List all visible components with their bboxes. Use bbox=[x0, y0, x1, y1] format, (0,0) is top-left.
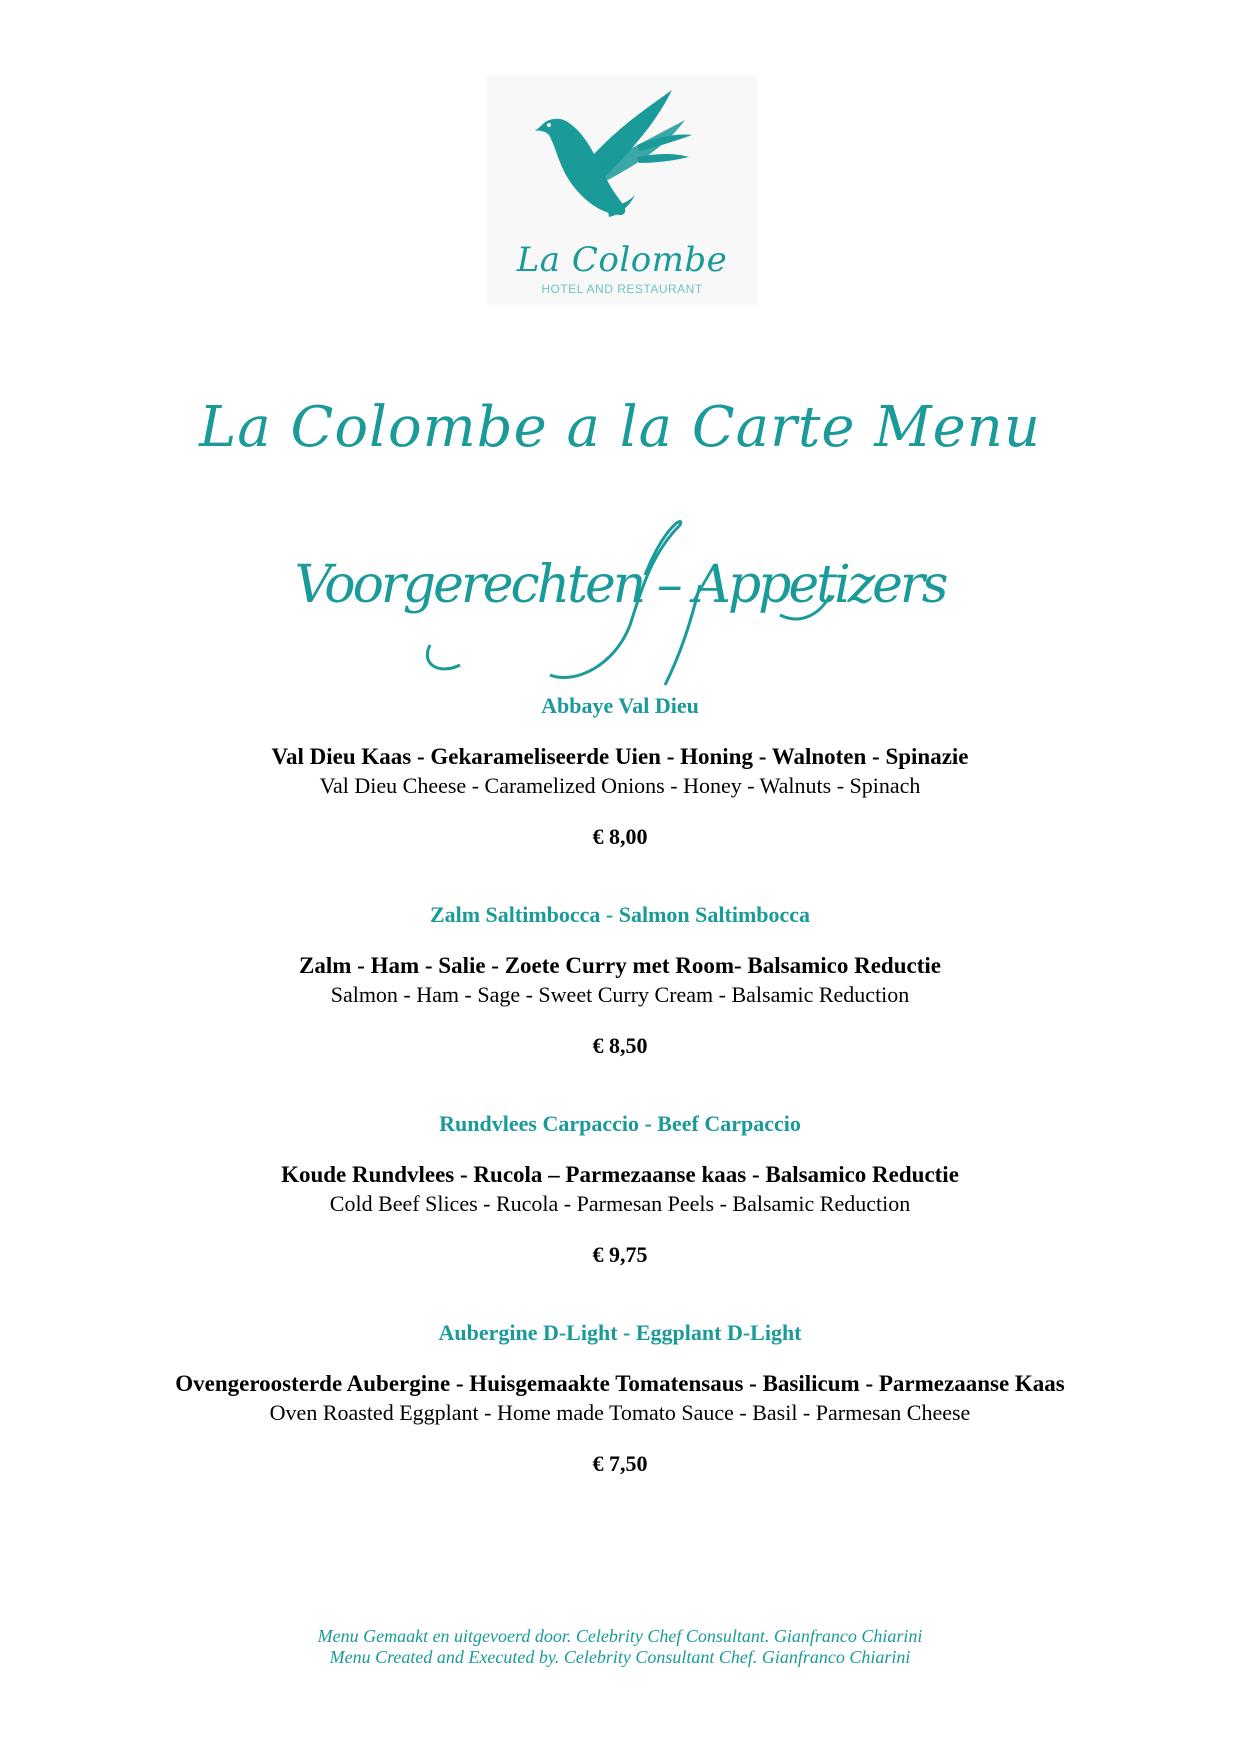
dish-description-en: Salmon - Ham - Sage - Sweet Curry Cream - Balsamic Reduction bbox=[330, 982, 910, 1007]
dish-description-nl: Val Dieu Kaas - Gekarameliseerde Uien - Honing - Walnoten - Spinazie bbox=[271, 744, 969, 769]
footer-line-en: Menu Created and Executed by. Celebrity Consultant Chef. Gianfranco Chiarini bbox=[329, 1647, 911, 1667]
dish-description-en: Oven Roasted Eggplant - Home made Tomato Sauce - Basil - Parmesan Cheese bbox=[269, 1400, 971, 1425]
dish-description-nl: Ovengeroosterde Aubergine - Huisgemaakte Tomatensaus - Basilicum - Parmezaanse Kaas bbox=[175, 1371, 1065, 1396]
menu-item bbox=[0, 693, 1240, 850]
dish-price: € 9,75 bbox=[592, 1242, 648, 1267]
footer-line-nl: Menu Gemaakt en uitgevoerd door. Celebrity Chef Consultant. Gianfranco Chiarini bbox=[317, 1626, 923, 1646]
dish-name: Rundvlees Carpaccio - Beef Carpaccio bbox=[439, 1111, 801, 1136]
menu-item bbox=[0, 902, 1240, 1059]
dish-price: € 8,50 bbox=[592, 1033, 648, 1058]
menu-title: La Colombe a la Carte Menu bbox=[199, 395, 1041, 460]
dish-description-en: Val Dieu Cheese - Caramelized Onions - Honey - Walnuts - Spinach bbox=[319, 773, 921, 798]
dish-description-nl: Koude Rundvlees - Rucola – Parmezaanse kaas - Balsamico Reductie bbox=[281, 1162, 959, 1187]
restaurant-logo bbox=[487, 75, 757, 305]
section-title: Voorgerechten – Appetizers bbox=[294, 555, 946, 615]
dish-description-nl: Zalm - Ham - Salie - Zoete Curry met Room- Balsamico Reductie bbox=[299, 953, 941, 978]
logo-name: La Colombe bbox=[516, 240, 728, 280]
dish-description-en: Cold Beef Slices - Rucola - Parmesan Peels - Balsamic Reduction bbox=[329, 1191, 911, 1216]
dish-name: Aubergine D-Light - Eggplant D-Light bbox=[438, 1320, 802, 1345]
menu-item bbox=[0, 1320, 1240, 1477]
dish-price: € 8,00 bbox=[592, 824, 648, 849]
dish-price: € 7,50 bbox=[592, 1451, 648, 1476]
dove-icon bbox=[487, 75, 757, 245]
dish-name: Abbaye Val Dieu bbox=[541, 693, 699, 718]
menu-item bbox=[0, 1111, 1240, 1268]
logo-subtitle: HOTEL AND RESTAURANT bbox=[541, 282, 703, 296]
dish-name: Zalm Saltimbocca - Salmon Saltimbocca bbox=[429, 902, 811, 927]
footer-credits bbox=[0, 1626, 1240, 1668]
